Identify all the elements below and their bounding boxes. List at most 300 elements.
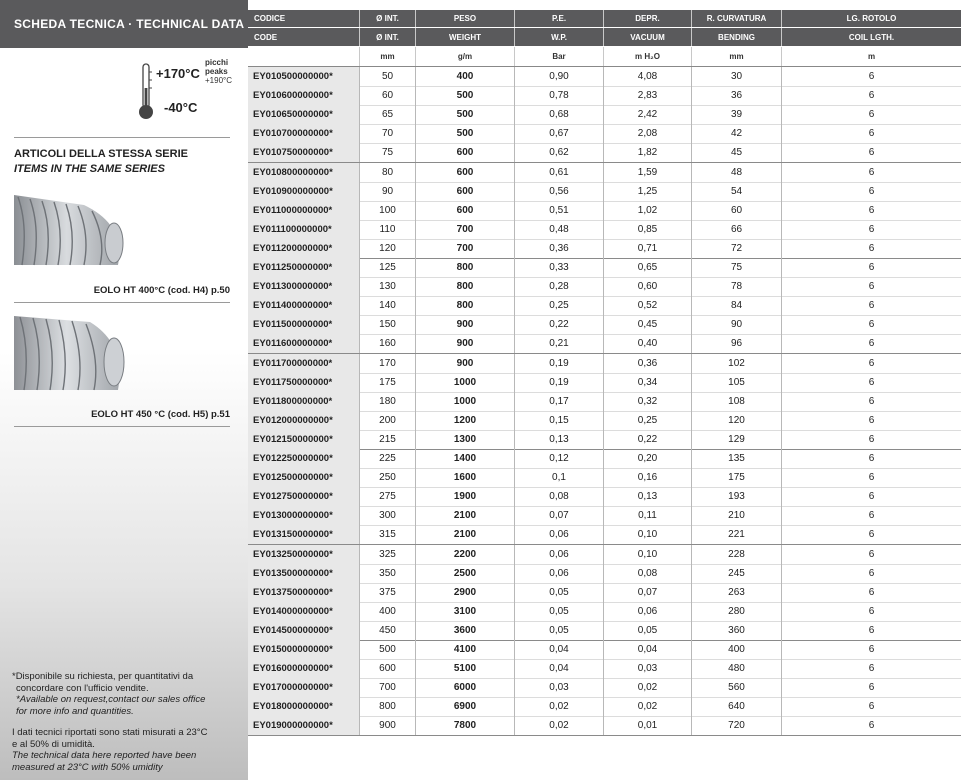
table-cell: 0,61 (515, 163, 604, 182)
table-row (248, 373, 961, 393)
table-cell: 480 (692, 659, 782, 678)
table-cell: 500 (416, 105, 515, 124)
table-cell: 360 (692, 621, 782, 640)
table-cell: 0,13 (604, 487, 692, 506)
table-cell: 800 (360, 697, 416, 716)
table-cell: 400 (692, 640, 782, 659)
table-cell: 700 (360, 678, 416, 697)
table-cell: 4,08 (604, 67, 692, 86)
unit-cell: mm (692, 47, 782, 66)
table-cell: 6 (868, 605, 875, 617)
table-cell: 0,25 (515, 296, 604, 315)
code-cell: EY019000000000* (248, 716, 360, 735)
table-cell: 280 (692, 602, 782, 621)
col-header: W.P. (515, 28, 604, 46)
table-cell: 170 (360, 354, 416, 373)
table-cell: 6 (868, 586, 875, 598)
table-row (248, 296, 961, 316)
code-cell: EY010750000000* (248, 143, 360, 162)
table-cell: 6 (868, 319, 875, 331)
table-cell: 375 (360, 583, 416, 602)
table-cell: 300 (360, 506, 416, 525)
note-line: concordare con l'ufficio vendite. (16, 682, 149, 694)
table-cell: 800 (416, 296, 515, 315)
col-header: PESO (416, 10, 515, 27)
code-cell: EY013500000000* (248, 564, 360, 583)
table-cell: 0,85 (604, 220, 692, 239)
table-cell: 6 (868, 262, 875, 274)
table-cell: 100 (360, 201, 416, 220)
table-cell: 6 (868, 223, 875, 235)
table-cell: 6 (868, 644, 875, 656)
table-cell: 84 (692, 296, 782, 315)
units-row (248, 47, 961, 67)
table-cell: 1000 (416, 392, 515, 411)
table-cell: 0,52 (604, 296, 692, 315)
code-cell: EY013150000000* (248, 525, 360, 544)
table-cell: 90 (360, 182, 416, 201)
table-cell: 6 (868, 491, 875, 503)
peaks-it: picchi (205, 58, 229, 67)
table-cell: 36 (692, 86, 782, 105)
table-row (248, 716, 961, 736)
col-header: BENDING (692, 28, 782, 46)
code-cell: EY012150000000* (248, 430, 360, 449)
table-row (248, 659, 961, 679)
table-cell: 6 (868, 376, 875, 388)
table-cell: 6 (868, 529, 875, 541)
table-cell: 3600 (416, 621, 515, 640)
col-header: WEIGHT (416, 28, 515, 46)
table-cell: 800 (416, 277, 515, 296)
table-cell: 90 (692, 315, 782, 334)
table-cell: 2,83 (604, 86, 692, 105)
table-cell: 0,10 (604, 525, 692, 544)
table-cell: 1000 (416, 373, 515, 392)
code-cell: EY012750000000* (248, 487, 360, 506)
table-cell: 1900 (416, 487, 515, 506)
table-cell: 0,10 (604, 545, 692, 564)
code-cell: EY014500000000* (248, 621, 360, 640)
table-cell: 2500 (416, 564, 515, 583)
table-cell: 0,62 (515, 143, 604, 162)
table-cell: 1300 (416, 430, 515, 449)
table-row (248, 163, 961, 183)
table-cell: 108 (692, 392, 782, 411)
table-cell: 0,02 (604, 678, 692, 697)
table-cell: 0,04 (604, 640, 692, 659)
table-cell: 0,34 (604, 373, 692, 392)
table-cell: 0,02 (515, 697, 604, 716)
temperature-min: -40°C (164, 100, 198, 115)
table-cell: 120 (360, 239, 416, 258)
table-cell: 400 (416, 67, 515, 86)
table-cell: 135 (692, 449, 782, 468)
col-header: COIL LGTH. (848, 32, 895, 42)
code-cell: EY011250000000* (248, 258, 360, 277)
code-cell: EY013000000000* (248, 506, 360, 525)
technical-data-table (248, 0, 961, 780)
table-cell: 65 (360, 105, 416, 124)
col-header: CODICE (248, 10, 360, 27)
table-row (248, 277, 961, 297)
table-cell: 6000 (416, 678, 515, 697)
col-header: VACUUM (604, 28, 692, 46)
table-row (248, 334, 961, 354)
table-cell: 45 (692, 143, 782, 162)
code-cell: EY012250000000* (248, 449, 360, 468)
code-cell: EY016000000000* (248, 659, 360, 678)
table-cell: 228 (692, 545, 782, 564)
table-cell: 700 (416, 220, 515, 239)
table-cell: 600 (360, 659, 416, 678)
table-cell: 0,25 (604, 411, 692, 430)
unit-cell: m (867, 52, 876, 61)
table-cell: 6 (868, 663, 875, 675)
table-row (248, 487, 961, 507)
table-cell: 250 (360, 468, 416, 487)
table-cell: 0,06 (515, 564, 604, 583)
table-cell: 0,04 (515, 640, 604, 659)
table-cell: 7800 (416, 716, 515, 735)
table-cell: 2100 (416, 506, 515, 525)
table-cell: 1200 (416, 411, 515, 430)
table-cell: 6 (868, 300, 875, 312)
code-cell: EY010500000000* (248, 67, 360, 86)
table-cell: 6 (868, 453, 875, 465)
table-cell: 263 (692, 583, 782, 602)
code-cell: EY010900000000* (248, 182, 360, 201)
table-cell: 0,06 (604, 602, 692, 621)
table-cell: 600 (416, 182, 515, 201)
divider (14, 426, 230, 427)
table-cell: 0,16 (604, 468, 692, 487)
code-cell: EY013750000000* (248, 583, 360, 602)
unit-cell: m H₂O (604, 47, 692, 66)
table-cell: 2900 (416, 583, 515, 602)
table-cell: 6 (868, 166, 875, 178)
table-cell: 1,82 (604, 143, 692, 162)
table-cell: 0,19 (515, 373, 604, 392)
table-cell: 600 (416, 201, 515, 220)
table-cell: 6 (868, 682, 875, 694)
table-cell: 1,25 (604, 182, 692, 201)
code-cell: EY010650000000* (248, 105, 360, 124)
table-cell: 640 (692, 697, 782, 716)
table-cell: 500 (416, 124, 515, 143)
table-row (248, 449, 961, 469)
table-cell: 0,15 (515, 411, 604, 430)
table-row (248, 525, 961, 545)
code-cell: EY018000000000* (248, 697, 360, 716)
code-cell: EY011750000000* (248, 373, 360, 392)
table-cell: 105 (692, 373, 782, 392)
code-cell: EY012500000000* (248, 468, 360, 487)
unit-cell: g/m (416, 47, 515, 66)
table-cell: 0,90 (515, 67, 604, 86)
peaks-label (205, 58, 232, 85)
table-cell: 80 (360, 163, 416, 182)
table-row (248, 201, 961, 221)
table-cell: 6 (868, 128, 875, 140)
table-cell: 900 (416, 334, 515, 353)
col-header: P.E. (515, 10, 604, 27)
table-cell: 900 (416, 354, 515, 373)
table-cell: 0,13 (515, 430, 604, 449)
col-header: CODE (248, 28, 360, 46)
table-cell: 0,51 (515, 201, 604, 220)
table-cell: 66 (692, 220, 782, 239)
table-cell: 75 (360, 143, 416, 162)
table-cell: 110 (360, 220, 416, 239)
table-cell: 6 (868, 414, 875, 426)
table-cell: 0,07 (604, 583, 692, 602)
unit-cell: mm (360, 47, 416, 66)
table-cell: 6 (868, 472, 875, 484)
table-cell: 0,05 (515, 583, 604, 602)
series-title-en: ITEMS IN THE SAME SERIES (14, 163, 165, 175)
table-row (248, 258, 961, 278)
table-cell: 2100 (416, 525, 515, 544)
note-line: *Disponibile su richiesta, per quantitativi da (12, 671, 194, 682)
table-cell: 720 (692, 716, 782, 735)
table-cell: 48 (692, 163, 782, 182)
code-cell: EY014000000000* (248, 602, 360, 621)
table-row (248, 545, 961, 565)
section-title: SCHEDA TECNICA · TECHNICAL DATA (0, 0, 248, 48)
table-cell: 102 (692, 354, 782, 373)
table-cell: 0,78 (515, 86, 604, 105)
table-row (248, 697, 961, 717)
table-cell: 6 (868, 185, 875, 197)
col-header: Ø INT. (360, 28, 416, 46)
code-cell: EY011700000000* (248, 354, 360, 373)
table-cell: 180 (360, 392, 416, 411)
table-cell: 900 (360, 716, 416, 735)
table-cell: 0,06 (515, 545, 604, 564)
col-header: LG. ROTOLO (846, 14, 897, 23)
table-cell: 0,11 (604, 506, 692, 525)
code-cell: EY017000000000* (248, 678, 360, 697)
table-cell: 6 (868, 701, 875, 713)
table-cell: 6 (868, 147, 875, 159)
table-row (248, 678, 961, 698)
table-cell: 0,03 (515, 678, 604, 697)
unit-cell (248, 47, 360, 66)
table-row (248, 143, 961, 163)
table-cell: 6 (868, 624, 875, 636)
product-caption: EOLO HT 400°C (cod. H4) p.50 (93, 285, 230, 296)
table-cell: 140 (360, 296, 416, 315)
table-cell: 5100 (416, 659, 515, 678)
table-cell: 0,22 (604, 430, 692, 449)
table-cell: 400 (360, 602, 416, 621)
table-cell: 39 (692, 105, 782, 124)
code-cell: EY010700000000* (248, 124, 360, 143)
table-cell: 800 (416, 258, 515, 277)
table-row (248, 86, 961, 106)
note-line: e al 50% di umidità. (12, 738, 95, 750)
hose-image-h5 (14, 310, 126, 394)
table-cell: 560 (692, 678, 782, 697)
table-cell: 0,01 (604, 716, 692, 735)
table-cell: 96 (692, 334, 782, 353)
table-cell: 0,33 (515, 258, 604, 277)
code-cell: EY010600000000* (248, 86, 360, 105)
table-cell: 54 (692, 182, 782, 201)
table-cell: 6 (868, 357, 875, 369)
note-line: The technical data here reported have been (12, 750, 197, 761)
table-cell: 245 (692, 564, 782, 583)
table-cell: 0,05 (515, 621, 604, 640)
divider (14, 137, 230, 138)
table-row (248, 315, 961, 335)
table-cell: 193 (692, 487, 782, 506)
table-cell: 900 (416, 315, 515, 334)
table-cell: 6 (868, 242, 875, 254)
table-cell: 0,02 (515, 716, 604, 735)
table-cell: 500 (416, 86, 515, 105)
table-cell: 210 (692, 506, 782, 525)
table-cell: 0,03 (604, 659, 692, 678)
table-row (248, 124, 961, 144)
table-cell: 0,1 (515, 468, 604, 487)
table-cell: 0,65 (604, 258, 692, 277)
table-cell: 0,71 (604, 239, 692, 258)
col-header: DEPR. (604, 10, 692, 27)
table-cell: 315 (360, 525, 416, 544)
table-cell: 1,59 (604, 163, 692, 182)
table-row (248, 430, 961, 450)
table-cell: 50 (360, 67, 416, 86)
table-cell: 0,17 (515, 392, 604, 411)
table-cell: 0,05 (515, 602, 604, 621)
table-cell: 60 (692, 201, 782, 220)
table-cell: 6 (868, 433, 875, 445)
table-cell: 0,08 (604, 564, 692, 583)
table-cell: 0,45 (604, 315, 692, 334)
code-cell: EY011500000000* (248, 315, 360, 334)
table-cell: 221 (692, 525, 782, 544)
table-cell: 125 (360, 258, 416, 277)
table-cell: 3100 (416, 602, 515, 621)
table-cell: 600 (416, 163, 515, 182)
divider (14, 302, 230, 303)
table-row (248, 354, 961, 374)
table-row (248, 583, 961, 603)
table-row (248, 640, 961, 660)
table-cell: 175 (692, 468, 782, 487)
table-cell: 1600 (416, 468, 515, 487)
table-cell: 78 (692, 277, 782, 296)
header-row-en (248, 28, 961, 46)
code-cell: EY011800000000* (248, 392, 360, 411)
left-panel (0, 0, 248, 780)
code-cell: EY015000000000* (248, 640, 360, 659)
table-cell: 70 (360, 124, 416, 143)
table-cell: 6 (868, 71, 875, 83)
table-cell: 6 (868, 338, 875, 350)
table-cell: 2,42 (604, 105, 692, 124)
table-row (248, 105, 961, 125)
table-cell: 0,02 (604, 697, 692, 716)
availability-note (12, 671, 237, 717)
table-cell: 0,04 (515, 659, 604, 678)
table-cell: 6 (868, 109, 875, 121)
table-cell: 129 (692, 430, 782, 449)
table-row (248, 468, 961, 488)
code-cell: EY011200000000* (248, 239, 360, 258)
peaks-en: peaks (205, 67, 228, 76)
code-cell: EY011400000000* (248, 296, 360, 315)
table-row (248, 182, 961, 202)
table-cell: 120 (692, 411, 782, 430)
code-cell: EY011600000000* (248, 334, 360, 353)
measurement-note (12, 727, 237, 773)
table-cell: 0,28 (515, 277, 604, 296)
thermometer-icon (138, 62, 154, 122)
table-cell: 4100 (416, 640, 515, 659)
table-cell: 200 (360, 411, 416, 430)
table-cell: 225 (360, 449, 416, 468)
hose-image-h4 (14, 185, 126, 269)
table-cell: 0,07 (515, 506, 604, 525)
note-line: I dati tecnici riportati sono stati misurati a 23°C (12, 727, 208, 738)
table-cell: 6 (868, 395, 875, 407)
table-cell: 700 (416, 239, 515, 258)
table-row (248, 564, 961, 584)
table-cell: 0,48 (515, 220, 604, 239)
table-cell: 350 (360, 564, 416, 583)
table-row (248, 392, 961, 412)
code-cell: EY011100000000* (248, 220, 360, 239)
table-cell: 0,67 (515, 124, 604, 143)
table-cell: 6 (868, 204, 875, 216)
table-cell: 6 (868, 281, 875, 293)
table-row (248, 602, 961, 622)
unit-cell: Bar (515, 47, 604, 66)
table-cell: 72 (692, 239, 782, 258)
table-cell: 6 (868, 510, 875, 522)
table-cell: 450 (360, 621, 416, 640)
table-cell: 175 (360, 373, 416, 392)
peaks-value: +190°C (205, 76, 232, 85)
table-cell: 325 (360, 545, 416, 564)
table-cell: 75 (692, 258, 782, 277)
table-cell: 1,02 (604, 201, 692, 220)
product-caption: EOLO HT 450 °C (cod. H5) p.51 (91, 409, 230, 420)
table-cell: 6 (868, 548, 875, 560)
table-cell: 2200 (416, 545, 515, 564)
series-title-it: ARTICOLI DELLA STESSA SERIE (14, 148, 188, 160)
table-cell: 0,32 (604, 392, 692, 411)
code-cell: EY012000000000* (248, 411, 360, 430)
table-cell: 150 (360, 315, 416, 334)
table-row (248, 220, 961, 240)
table-row (248, 239, 961, 259)
table-cell: 0,68 (515, 105, 604, 124)
table-cell: 60 (360, 86, 416, 105)
table-cell: 0,56 (515, 182, 604, 201)
table-cell: 6 (868, 90, 875, 102)
table-row (248, 621, 961, 641)
code-cell: EY011300000000* (248, 277, 360, 296)
table-cell: 0,36 (604, 354, 692, 373)
table-cell: 160 (360, 334, 416, 353)
note-line: measured at 23°C with 50% umidity (12, 761, 163, 773)
table-cell: 0,60 (604, 277, 692, 296)
header-row-it (248, 10, 961, 27)
